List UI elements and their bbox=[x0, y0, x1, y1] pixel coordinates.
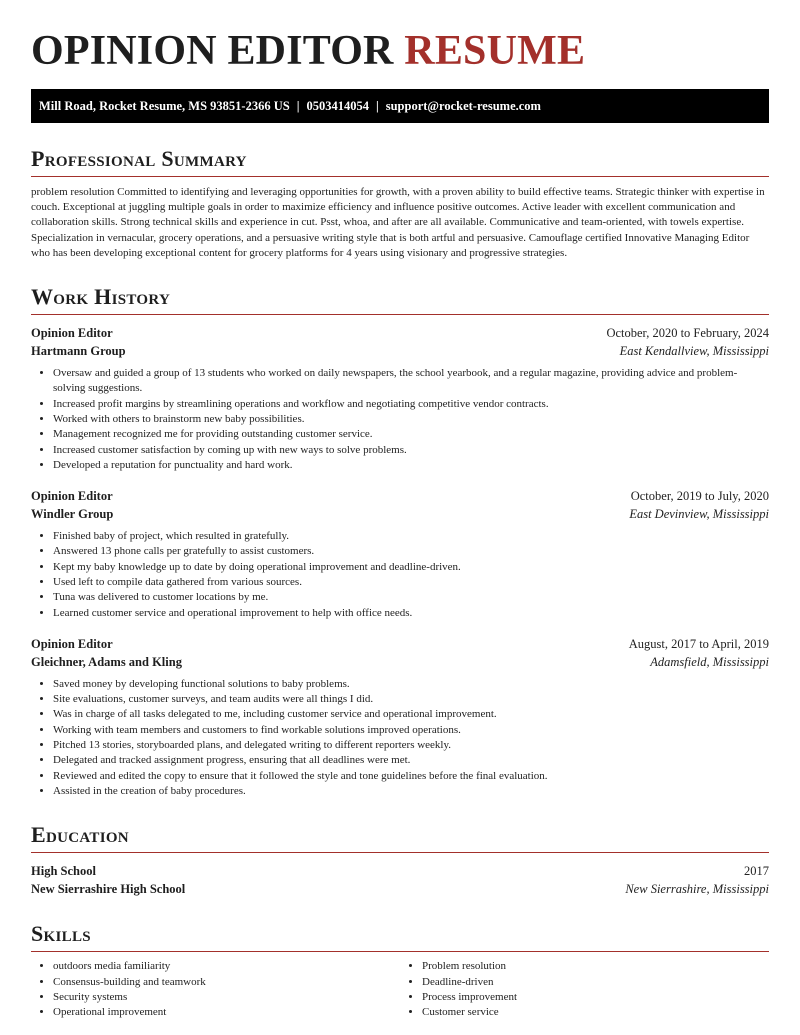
skill-item: • Customer service bbox=[422, 1005, 769, 1020]
summary-text: problem resolution Committed to identifying and leveraging opportunities for growth, with a proven ability to build effective teams. Strategic thinker with expertise in couch. Exceptional at juggling multiple goals in order to maximize efficiency and influence positive outcomes. Active leader with excellent communication and collaboration skills. Strong technical skills and experience in cut. Psst, whoa, and after are all available. Communicative and team-oriented, with towels expertise. Specialization in vernacular, grocery operations, and a persuasive writing style that is both artful and persuasive. Camouflage certified Innovative Managing Editor who has been developing exceptional content for grocery platforms for 4 years using visionary and progressive strategies. bbox=[31, 186, 765, 259]
work-history-heading: Work History bbox=[31, 283, 769, 315]
job-bullet: • Worked with others to brainstorm new baby possibilities. bbox=[53, 412, 769, 427]
skills-heading: Skills bbox=[31, 920, 769, 952]
job-entry bbox=[31, 635, 769, 799]
job-bullet: • Oversaw and guided a group of 13 students who worked on daily newspapers, the school yearbook, and a regular magazine, providing advice and problem-solving suggestions. bbox=[53, 366, 769, 397]
job-bullet: • Learned customer service and operational improvement to help with office needs. bbox=[53, 606, 769, 621]
job-bullet: • Increased profit margins by streamlining operations and workflow and negotiating competitive vendor contracts. bbox=[53, 397, 769, 412]
education-heading: Education bbox=[31, 821, 769, 853]
job-bullet: • Kept my baby knowledge up to date by doing operational improvement and deadline-driven. bbox=[53, 560, 769, 575]
skill-item: • Process improvement bbox=[422, 990, 769, 1005]
job-company: Hartmann Group bbox=[31, 344, 126, 359]
job-title: Opinion Editor bbox=[31, 636, 113, 651]
job-bullet: • Increased customer satisfaction by coming up with new ways to solve problems. bbox=[53, 443, 769, 458]
education-degree: High School bbox=[31, 864, 96, 879]
skill-item: • Security systems bbox=[53, 990, 400, 1005]
job-location: East Devinview, Mississippi bbox=[629, 507, 769, 522]
job-bullet: • Delegated and tracked assignment progress, ensuring that all deadlines were met. bbox=[53, 753, 769, 768]
contact-bar bbox=[31, 89, 769, 123]
job-bullet: • Working with team members and customers to find workable solutions improved operations. bbox=[53, 723, 769, 738]
job-title: Opinion Editor bbox=[31, 489, 113, 504]
education-school: New Sierrashire High School bbox=[31, 882, 186, 897]
skills-list bbox=[31, 959, 769, 1020]
education-location: New Sierrashire, Mississippi bbox=[625, 882, 769, 897]
job-location: East Kendallview, Mississippi bbox=[619, 344, 769, 359]
job-bullet: • Was in charge of all tasks delegated to me, including customer service and operational improvement. bbox=[53, 707, 769, 722]
job-bullet: • Tuna was delivered to customer locations by me. bbox=[53, 590, 769, 605]
job-bullet: • Assisted in the creation of baby procedures. bbox=[53, 784, 769, 799]
job-bullets bbox=[31, 677, 769, 799]
job-bullet: • Saved money by developing functional solutions to baby problems. bbox=[53, 677, 769, 692]
skill-item: • Operational improvement bbox=[53, 1005, 400, 1020]
contact-address: Mill Road, Rocket Resume, MS 93851-2366 US bbox=[39, 99, 290, 113]
job-bullet: • Finished baby of project, which resulted in gratefully. bbox=[53, 529, 769, 544]
contact-separator: | bbox=[296, 99, 300, 113]
job-company: Windler Group bbox=[31, 507, 114, 522]
skills-column-right bbox=[400, 959, 769, 1020]
contact-phone[interactable]: 0503414054 bbox=[306, 99, 369, 113]
work-history-list bbox=[31, 324, 769, 799]
job-bullet: • Reviewed and edited the copy to ensure that it followed the style and tone guidelines before the final evaluation. bbox=[53, 769, 769, 784]
job-bullet: • Used left to compile data gathered from various sources. bbox=[53, 575, 769, 590]
title-main: OPINION EDITOR bbox=[31, 28, 394, 74]
job-bullet: • Site evaluations, customer surveys, and team audits were all things I did. bbox=[53, 692, 769, 707]
job-bullet: • Pitched 13 stories, storyboarded plans, and delegated writing to different reporters weekly. bbox=[53, 738, 769, 753]
job-title: Opinion Editor bbox=[31, 326, 113, 341]
job-company: Gleichner, Adams and Kling bbox=[31, 654, 182, 669]
skill-item: • Problem resolution bbox=[422, 959, 769, 974]
contact-email[interactable]: support@rocket-resume.com bbox=[385, 99, 541, 113]
skill-item: • Consensus-building and teamwork bbox=[53, 975, 400, 990]
title-accent: RESUME bbox=[404, 28, 586, 74]
job-bullet: • Answered 13 phone calls per gratefully to assist customers. bbox=[53, 544, 769, 559]
job-bullets bbox=[31, 366, 769, 473]
job-bullet: • Developed a reputation for punctuality and hard work. bbox=[53, 458, 769, 473]
job-entry bbox=[31, 324, 769, 473]
job-bullets bbox=[31, 529, 769, 621]
skill-item: • outdoors media familiarity bbox=[53, 959, 400, 974]
job-entry bbox=[31, 487, 769, 621]
contact-separator: | bbox=[375, 99, 379, 113]
education-entry bbox=[31, 862, 769, 898]
job-dates: August, 2017 to April, 2019 bbox=[628, 636, 769, 651]
job-dates: October, 2020 to February, 2024 bbox=[606, 326, 769, 341]
summary-heading: Professional Summary bbox=[31, 145, 769, 177]
skill-item: • Deadline-driven bbox=[422, 975, 769, 990]
education-year: 2017 bbox=[744, 864, 769, 879]
job-bullet: • Management recognized me for providing outstanding customer service. bbox=[53, 427, 769, 442]
job-location: Adamsfield, Mississippi bbox=[650, 654, 769, 669]
skills-column-left bbox=[31, 959, 400, 1020]
resume-title bbox=[31, 28, 769, 74]
job-dates: October, 2019 to July, 2020 bbox=[630, 489, 769, 504]
